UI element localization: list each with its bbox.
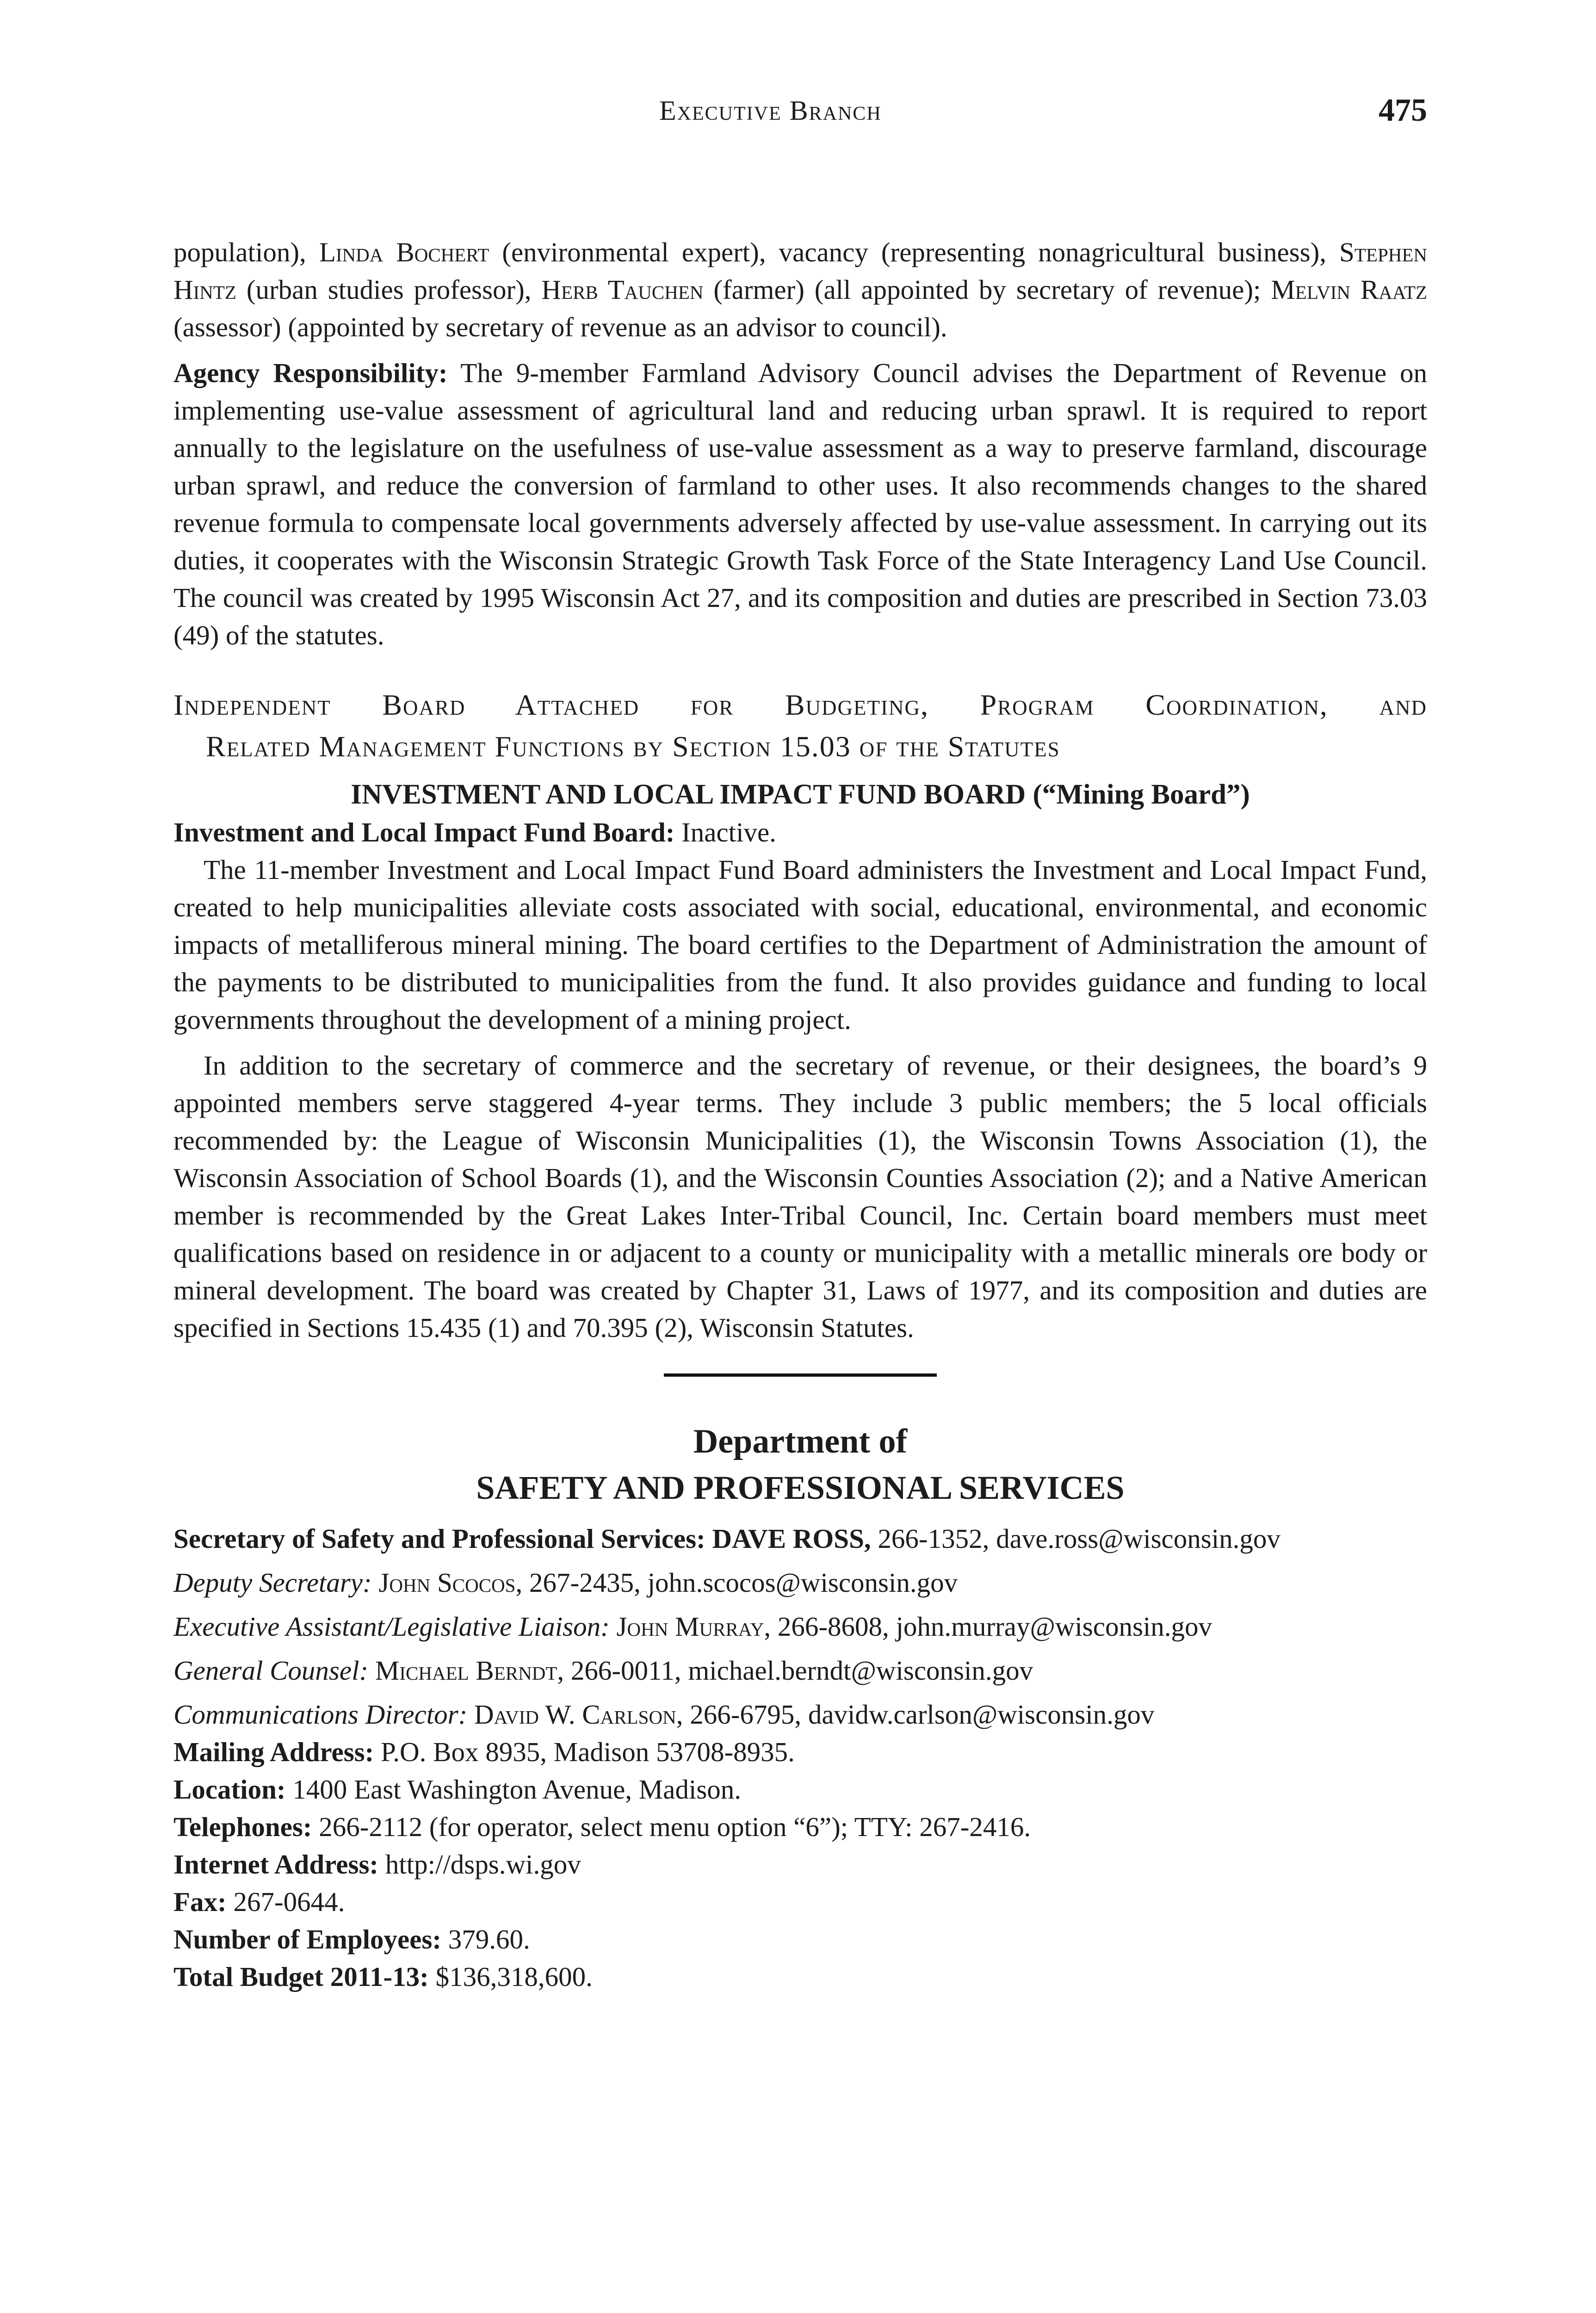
- employees-label: Number of Employees:: [173, 1924, 442, 1954]
- general-counsel-contact: , 266-0011, michael.berndt@wisconsin.gov: [557, 1655, 1033, 1686]
- secretary-entry: [173, 1520, 1427, 1558]
- deputy-secretary-entry: [173, 1564, 1427, 1602]
- agency-responsibility-paragraph: [173, 354, 1427, 654]
- deputy-secretary-label: Deputy Secretary:: [173, 1567, 372, 1598]
- employees-entry: [173, 1921, 1427, 1958]
- page-number: 475: [1379, 93, 1427, 128]
- members-text: (assessor) (appointed by secretary of revenue as an advisor to council).: [173, 312, 947, 342]
- department-title-line-1: Department of: [693, 1422, 908, 1460]
- member-name: Melvin Raatz: [1271, 274, 1427, 305]
- communications-director-contact: , 266-6795, davidw.carlson@wisconsin.gov: [676, 1699, 1155, 1730]
- member-name: Herb Tauchen: [541, 274, 704, 305]
- internet-address-value: http://dsps.wi.gov: [378, 1849, 581, 1880]
- executive-assistant-entry: [173, 1608, 1427, 1645]
- secretary-label: Secretary of Safety and Professional Services: DAVE ROSS,: [173, 1523, 871, 1554]
- council-members-paragraph: [173, 234, 1427, 346]
- board-paragraph-1: The 11-member Investment and Local Impact Fund Board administers the Investment and Local Impact Fund, created to help municipalities alleviate costs associated with social, educational, environmental, and economic impacts of metalliferous mineral mining. The board certifies to the Department of Administration the amount of the payments to be distributed to municipalities from the fund. It also provides guidance and funding to local governments throughout the development of a mining project.: [173, 854, 1427, 1035]
- section-heading-line-1: Independent Board Attached for Budgeting, Program Coordination, and: [173, 688, 1427, 721]
- general-counsel-label: General Counsel:: [173, 1655, 369, 1686]
- location-entry: [173, 1771, 1427, 1808]
- telephones-entry: [173, 1808, 1427, 1846]
- executive-assistant-name: John Murray: [616, 1611, 764, 1642]
- executive-assistant-label: Executive Assistant/Legislative Liaison:: [173, 1611, 610, 1642]
- members-text: (farmer) (all appointed by secretary of revenue);: [703, 274, 1271, 305]
- member-name: Stephen Hintz: [173, 237, 1428, 305]
- board-status-value: Inactive.: [674, 817, 776, 847]
- general-counsel-entry: [173, 1652, 1427, 1689]
- board-paragraph-2: In addition to the secretary of commerce and the secretary of revenue, or their designees, the board’s 9 appointed members serve staggered 4-year terms. They include 3 public members; the 5 local officials recommended by: the League of Wisconsin Municipalities (1), the Wisconsin Towns Association (1), the Wisconsin Association of School Boards (1), and the Wisconsin Counties Association (2); and a Native American member is recommended by the Great Lakes Inter-Tribal Council, Inc. Certain board members must meet qualifications based on residence in or adjacent to a county or municipality with a metallic minerals ore body or mineral development. The board was created by Chapter 31, Laws of 1977, and its composition and duties are specified in Sections 15.435 (1) and 70.395 (2), Wisconsin Statutes.: [173, 1050, 1427, 1343]
- board-status-label: Investment and Local Impact Fund Board:: [173, 817, 675, 847]
- fax-entry: [173, 1883, 1427, 1921]
- telephones-label: Telephones:: [173, 1812, 312, 1842]
- page-body: [173, 234, 1427, 1996]
- telephones-value: 266-2112 (for operator, select menu option “6”); TTY: 267-2416.: [312, 1812, 1031, 1842]
- employees-value: 379.60.: [441, 1924, 530, 1954]
- members-text: population),: [173, 237, 319, 267]
- board-status: [173, 814, 1427, 851]
- running-header: [173, 95, 1427, 132]
- location-label: Location:: [173, 1774, 286, 1805]
- communications-director-name: David W. Carlson: [474, 1699, 676, 1730]
- mailing-address-label: Mailing Address:: [173, 1737, 374, 1767]
- location-value: 1400 East Washington Avenue, Madison.: [285, 1774, 742, 1805]
- agency-responsibility-label: Agency Responsibility:: [173, 358, 448, 388]
- total-budget-entry: [173, 1958, 1427, 1996]
- fax-label: Fax:: [173, 1886, 227, 1917]
- internet-address-label: Internet Address:: [173, 1849, 379, 1880]
- deputy-secretary-name: John Scocos: [378, 1567, 516, 1598]
- executive-assistant-contact: , 266-8608, john.murray@wisconsin.gov: [764, 1611, 1212, 1642]
- agency-responsibility-text: The 9-member Farmland Advisory Council advises the Department of Revenue on implementing use-value assessment of agricultural land and reducing urban sprawl. It is required to report annually to the legislature on the usefulness of use-value assessment as a way to preserve farmland, discourage urban sprawl, and reduce the conversion of farmland to other uses. It also recommends changes to the shared revenue formula to compensate local governments adversely affected by use-value assessment. In carrying out its duties, it cooperates with the Wisconsin Strategic Growth Task Force of the State Interagency Land Use Council. The council was created by 1995 Wisconsin Act 27, and its composition and duties are prescribed in Section 73.03 (49) of the statutes.: [173, 358, 1427, 650]
- secretary-contact: 266-1352, dave.ross@wisconsin.gov: [871, 1523, 1281, 1554]
- department-title-line-2: SAFETY AND PROFESSIONAL SERVICES: [476, 1469, 1125, 1506]
- fax-value: 267-0644.: [226, 1886, 345, 1917]
- deputy-secretary-contact: , 267-2435, john.scocos@wisconsin.gov: [515, 1567, 958, 1598]
- section-divider: [664, 1373, 937, 1377]
- internet-address-entry: [173, 1846, 1427, 1883]
- members-text: (urban studies professor),: [236, 274, 542, 305]
- mailing-address-entry: [173, 1733, 1427, 1771]
- total-budget-value: $136,318,600.: [428, 1961, 593, 1992]
- board-title: INVESTMENT AND LOCAL IMPACT FUND BOARD (“Mining Board”): [351, 779, 1250, 810]
- communications-director-entry: [173, 1696, 1427, 1733]
- member-name: Linda Bochert: [319, 237, 489, 267]
- communications-director-label: Communications Director:: [173, 1699, 468, 1730]
- mailing-address-value: P.O. Box 8935, Madison 53708-8935.: [374, 1737, 795, 1767]
- running-title: Executive Branch: [659, 95, 882, 126]
- total-budget-label: Total Budget 2011-13:: [173, 1961, 429, 1992]
- members-text: (environmental expert), vacancy (representing nonagricultural business),: [489, 237, 1340, 267]
- section-heading-line-2: Related Management Functions by Section 15.03 of the Statutes: [206, 730, 1060, 763]
- general-counsel-name: Michael Berndt: [375, 1655, 557, 1686]
